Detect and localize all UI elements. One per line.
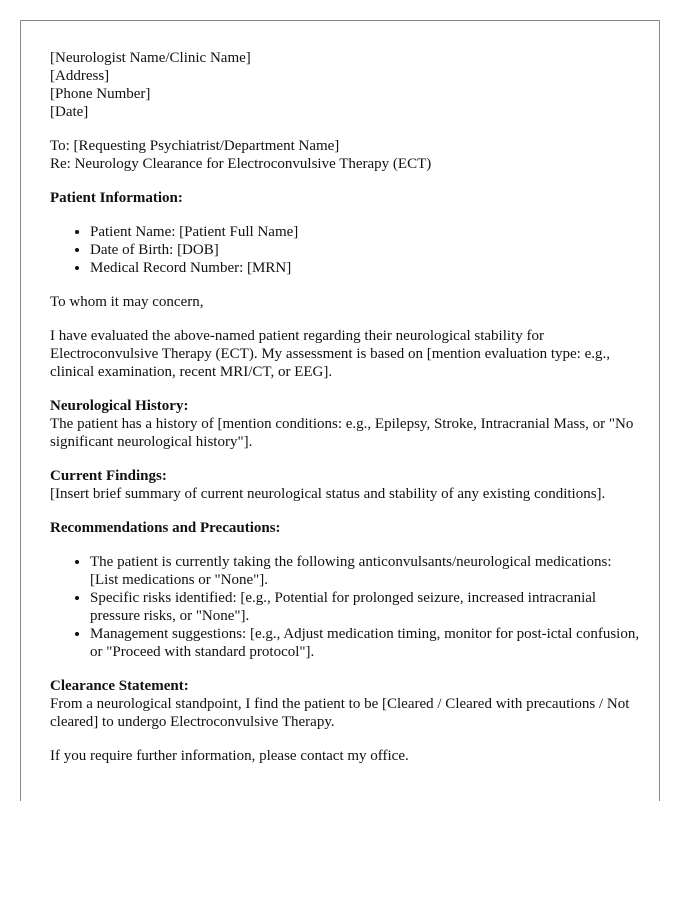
- sender-address: [Address]: [50, 68, 110, 84]
- recipient-to: To: [Requesting Psychiatrist/Department Name]: [50, 138, 340, 154]
- subject-line: Re: Neurology Clearance for Electroconvulsive Therapy (ECT): [50, 156, 432, 172]
- recommendation-medications: • The patient is currently taking the following anticonvulsants/neurological medications: [List medications or "None"].: [90, 553, 640, 589]
- history-section: [50, 397, 640, 451]
- recipient-block: [50, 137, 640, 173]
- letter-page: [20, 20, 660, 801]
- patient-dob-item: • Date of Birth: [DOB]: [90, 241, 640, 259]
- findings-heading: Current Findings:: [50, 468, 167, 484]
- patient-info-heading: Patient Information:: [50, 190, 183, 206]
- sender-block: [50, 49, 640, 121]
- clearance-section: [50, 677, 640, 731]
- recommendations-heading: Recommendations and Precautions:: [50, 520, 281, 536]
- letter-date: [Date]: [50, 104, 89, 120]
- salutation: To whom it may concern,: [50, 294, 204, 310]
- patient-mrn-item: • Medical Record Number: [MRN]: [90, 259, 640, 277]
- patient-name-item: • Patient Name: [Patient Full Name]: [90, 223, 640, 241]
- recommendation-management: • Management suggestions: [e.g., Adjust medication timing, monitor for post-ictal confusion, or "Proceed with standard protocol"].: [90, 625, 640, 661]
- patient-info-list: [50, 223, 640, 277]
- recommendation-risks: • Specific risks identified: [e.g., Potential for prolonged seizure, increased intracranial pressure risks, or "None"].: [90, 589, 640, 625]
- intro-paragraph: I have evaluated the above-named patient regarding their neurological stability for Electroconvulsive Therapy (ECT). My assessment is based on [mention evaluation type: e.g., clinical examination, recent MRI/CT, or EEG].: [50, 328, 611, 380]
- history-heading: Neurological History:: [50, 398, 189, 414]
- recommendations-list: [50, 553, 640, 661]
- letter-content: [50, 49, 640, 781]
- closing-line: If you require further information, please contact my office.: [50, 748, 409, 764]
- sender-phone: [Phone Number]: [50, 86, 151, 102]
- findings-section: [50, 467, 640, 503]
- sender-name: [Neurologist Name/Clinic Name]: [50, 50, 251, 66]
- history-text: The patient has a history of [mention conditions: e.g., Epilepsy, Stroke, Intracranial Mass, or "No significant neurological history"].: [50, 416, 634, 450]
- clearance-heading: Clearance Statement:: [50, 678, 189, 694]
- findings-text: [Insert brief summary of current neurological status and stability of any existing conditions].: [50, 486, 606, 502]
- clearance-text: From a neurological standpoint, I find the patient to be [Cleared / Cleared with precautions / Not cleared] to undergo Electroconvulsive Therapy.: [50, 696, 630, 730]
